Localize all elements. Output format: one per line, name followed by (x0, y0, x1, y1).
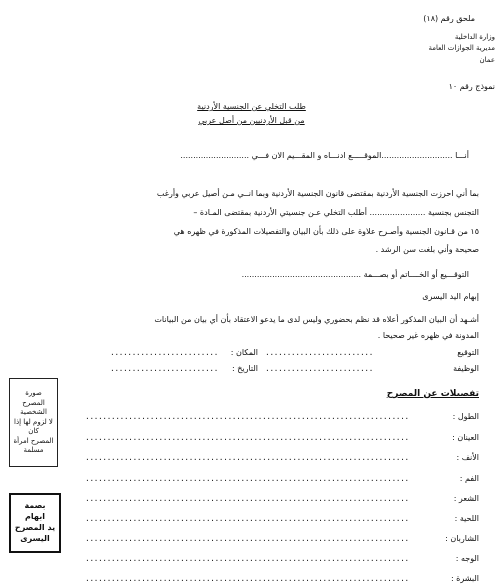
form-title-line2: من قبل الأردنيين من أصل عربي (198, 116, 305, 125)
officer-job-dots: ......................... (265, 364, 373, 373)
details-item-label: اللحية : (454, 514, 479, 523)
personal-photo-box (9, 378, 58, 467)
photo-box-line: لا لزوم لها إذا كان (14, 417, 53, 436)
details-item-dots: ........................................................................... (85, 433, 409, 442)
form-title-line1: طلب التخلي عن الجنسية الأردنية (197, 102, 306, 111)
thumb-box-line: اليسرى (20, 533, 50, 543)
place-dots: ......................... (110, 348, 218, 357)
photo-box-line: الشخصية (20, 408, 47, 417)
ministry-name: وزارة الداخلية (454, 33, 495, 41)
form-number: نموذج رقم ١٠ (448, 82, 495, 91)
thumb-box-line: يد المصرح (14, 523, 56, 532)
details-item-label: الوجه : (455, 554, 479, 563)
details-item-dots: ........................................................................... (85, 494, 409, 503)
details-heading: تفصيلات عن المصرح (386, 389, 479, 399)
details-item-label: العينان : (452, 433, 479, 442)
details-item-label: الأنف : (456, 453, 479, 462)
photo-box-line: صورة المصرح (22, 389, 45, 407)
details-item-label: الفم : (459, 474, 479, 483)
city-name: عمان (479, 56, 495, 64)
details-item-dots: ........................................................................... (85, 453, 409, 462)
attestation-line-2: المدونة في ظهره غير صحيحا . (377, 331, 479, 340)
place-label: المكان : (230, 348, 258, 357)
thumbprint-box (9, 493, 61, 553)
attestation-line-1: أشـهد أن البيان المذكور أعلاه قد نظم بحضوري وليس لدى ما يدعو الاعتقاد بأن أي بيان من البيانات (154, 315, 479, 324)
signature-line: التوقـــيع أو الخــــاتم أو بصـــمة ............................................... (241, 270, 469, 279)
officer-job-label: الوظيفة (453, 364, 479, 373)
body-line-2: التجنس بجنسية ...................... أطلب التخلي عـن جنسيتي الأردنية بمقتضى المـادة – (193, 208, 479, 217)
details-item-dots: ........................................................................... (85, 412, 409, 421)
photo-box-line: مسلمة (23, 446, 44, 455)
details-item-dots: ........................................................................... (85, 534, 409, 543)
directorate-name: مديرية الجوازات العامة (428, 44, 495, 52)
details-item-label: الطول : (452, 412, 479, 421)
date-dots: ......................... (110, 364, 218, 373)
officer-signature-dots: ......................... (265, 348, 373, 357)
details-item-dots: ........................................................................... (85, 514, 409, 523)
body-line-1: بما أني احرزت الجنسية الأردنية بمقتضى قانون الجنسية الأردنية وبما انــي مـن أصيل عربي وأرغب (156, 189, 479, 198)
details-item-dots: ........................................................................... (85, 554, 409, 563)
date-label: التاريخ : (231, 364, 258, 373)
attachment-number: ملحق رقم (١٨) (423, 14, 475, 23)
details-item-dots: ........................................................................... (85, 474, 409, 483)
declarant-line: أنـــا ............................الموقـــــع ادنـــاه و المقـــيم الان فـــي ........................... (180, 151, 469, 160)
officer-signature-label: التوقيع (457, 348, 479, 357)
details-item-label: البشرة : (450, 574, 479, 583)
body-line-3: ١٥ من قـانون الجنسية وأصـرح علاوة على ذلك بأن البيان والتفصيلات المذكورة في ظهره هي (173, 227, 479, 236)
thumb-print-label: إبهام اليد اليسرى (422, 292, 479, 301)
thumb-box-line: بصمة ابهام (24, 501, 46, 522)
details-item-label: الشاربان : (445, 534, 479, 543)
photo-box-line: المصرح امرأة (13, 436, 54, 445)
details-item-dots: ........................................................................... (85, 574, 409, 583)
body-line-4: صحيحة وأني بلغت سن الرشد . (375, 245, 479, 254)
details-item-label: الشعر : (453, 494, 479, 503)
